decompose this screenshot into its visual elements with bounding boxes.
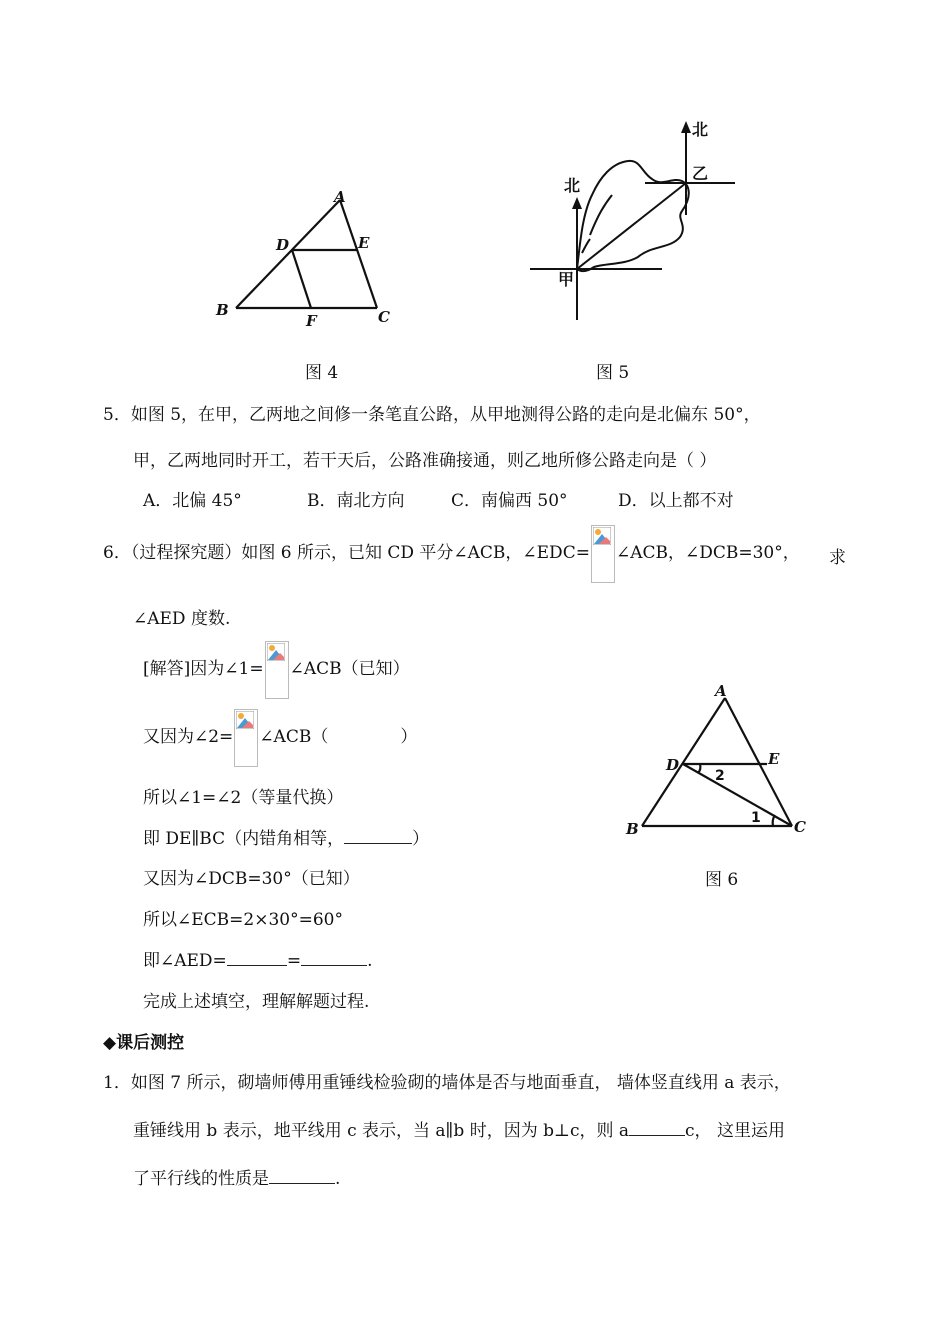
q6-step-7-a: 即∠AED=: [143, 951, 227, 971]
after-q1-line-3-b: .: [335, 1169, 341, 1189]
label-e: E: [768, 750, 780, 768]
figure-6-caption: 图 6: [705, 870, 739, 890]
north-arrow-yi: [681, 121, 691, 133]
q6-step-4-b: ）: [412, 829, 430, 849]
after-q1-line-2-b: c， 这里运用: [685, 1121, 785, 1141]
side-ab: [642, 698, 725, 826]
figure-4-caption: 图 4: [305, 363, 339, 383]
q5-option-c: C．南偏西 50°: [451, 491, 568, 511]
q6-line-2: ∠AED 度数.: [133, 609, 231, 629]
q6-step-2-b: ∠ACB（: [259, 727, 329, 747]
image-placeholder-icon: [236, 711, 254, 729]
q6-step-1-b: ∠ACB（已知）: [289, 659, 410, 679]
angle-1-arc: [773, 815, 775, 826]
after-q1-line-1: 1．如图 7 所示，砌墙师傅用重锤线检验砌的墙体是否与地面垂直， 墙体竖直线用 a 表示，: [103, 1073, 791, 1093]
label-north-yi: 北: [692, 120, 709, 139]
figure-4: [200, 180, 410, 330]
side-ab: [236, 200, 340, 308]
label-b: B: [216, 301, 229, 319]
q5-option-b: B．南北方向: [307, 491, 405, 511]
label-angle-1: 1: [751, 810, 761, 826]
q6-line-1-a: 6．（过程探究题）如图 6 所示，已知 CD 平分∠ACB，∠EDC=: [103, 543, 590, 563]
after-q1-line-3-a: 了平行线的性质是: [133, 1169, 269, 1189]
figure-6: [622, 680, 822, 840]
q6-step-2-c: ）: [400, 727, 418, 747]
label-jia: 甲: [558, 270, 575, 289]
fraction-half-image: [265, 641, 289, 699]
label-f: F: [306, 312, 317, 330]
q6-step-1: [143, 640, 410, 699]
image-placeholder-icon: [267, 643, 285, 661]
label-c: C: [378, 308, 390, 326]
label-c: C: [794, 818, 806, 836]
north-arrow-jia: [572, 197, 582, 209]
q6-step-3: 所以∠1=∠2（等量代换）: [143, 788, 344, 808]
after-q1-line-3: [133, 1164, 340, 1189]
figure-6-diagram: [622, 680, 822, 840]
q5-option-a: A．北偏 45°: [143, 491, 242, 511]
q6-step-2: [143, 708, 417, 767]
figure-5: [520, 115, 745, 330]
angle-arc: [582, 239, 590, 253]
q6-line-1-b: ∠ACB，∠DCB=30°，: [615, 543, 800, 563]
q5-line-2: 甲，乙两地同时开工，若干天后，公路准确接通，则乙地所修公路走向是（ ）: [133, 451, 717, 471]
figure-5-caption: 图 5: [596, 363, 630, 383]
after-q1-line-2: [133, 1116, 785, 1141]
label-d: D: [666, 756, 680, 774]
q6-step-4: [143, 824, 429, 849]
side-ac: [340, 200, 377, 308]
fraction-half-image: [591, 525, 615, 583]
figure-5-diagram: [520, 115, 745, 330]
image-placeholder-icon: [593, 527, 611, 545]
q6-step-2-a: 又因为∠2=: [143, 727, 234, 747]
label-a: A: [715, 682, 727, 700]
answer-blank[interactable]: [301, 951, 367, 966]
q6-line-1: [103, 524, 800, 583]
q6-step-5: 又因为∠DCB=30°（已知）: [143, 869, 360, 889]
label-d: D: [276, 236, 290, 254]
fraction-half-image: [234, 709, 258, 767]
q6-step-1-a: [解答]因为∠1=: [143, 659, 264, 679]
label-yi: 乙: [692, 164, 709, 183]
section-title: ◆课后测控: [103, 1033, 185, 1053]
q6-step-8: 完成上述填空，理解解题过程.: [143, 992, 370, 1012]
label-angle-2: 2: [715, 768, 725, 784]
label-b: B: [626, 820, 639, 838]
label-a: A: [334, 188, 346, 206]
label-north-jia: 北: [564, 176, 581, 195]
q5-option-d: D．以上都不对: [618, 491, 734, 511]
q6-step-6: 所以∠ECB=2×30°=60°: [143, 910, 343, 930]
answer-blank[interactable]: [269, 1169, 335, 1184]
mountain-ridge: [590, 195, 612, 235]
q6-step-7-b: =: [286, 951, 302, 971]
q6-step-7-c: .: [367, 951, 373, 971]
after-q1-line-2-a: 重锤线用 b 表示，地平线用 c 表示，当 a∥b 时，因为 b⊥c，则 a: [133, 1121, 630, 1141]
label-e: E: [358, 234, 370, 252]
answer-blank[interactable]: [227, 951, 287, 966]
segment-df: [292, 250, 311, 308]
q6-step-4-a: 即 DE∥BC（内错角相等，: [143, 829, 345, 849]
q5-line-1: 5．如图 5，在甲，乙两地之间修一条笔直公路，从甲地测得公路的走向是北偏东 50°，: [103, 405, 761, 425]
q6-line-1-c: 求: [829, 548, 846, 568]
answer-blank[interactable]: [344, 829, 412, 844]
q6-step-7: [143, 946, 372, 971]
figure-4-diagram: [200, 180, 410, 330]
answer-blank[interactable]: [629, 1121, 685, 1136]
angle-2-arc: [698, 764, 700, 773]
